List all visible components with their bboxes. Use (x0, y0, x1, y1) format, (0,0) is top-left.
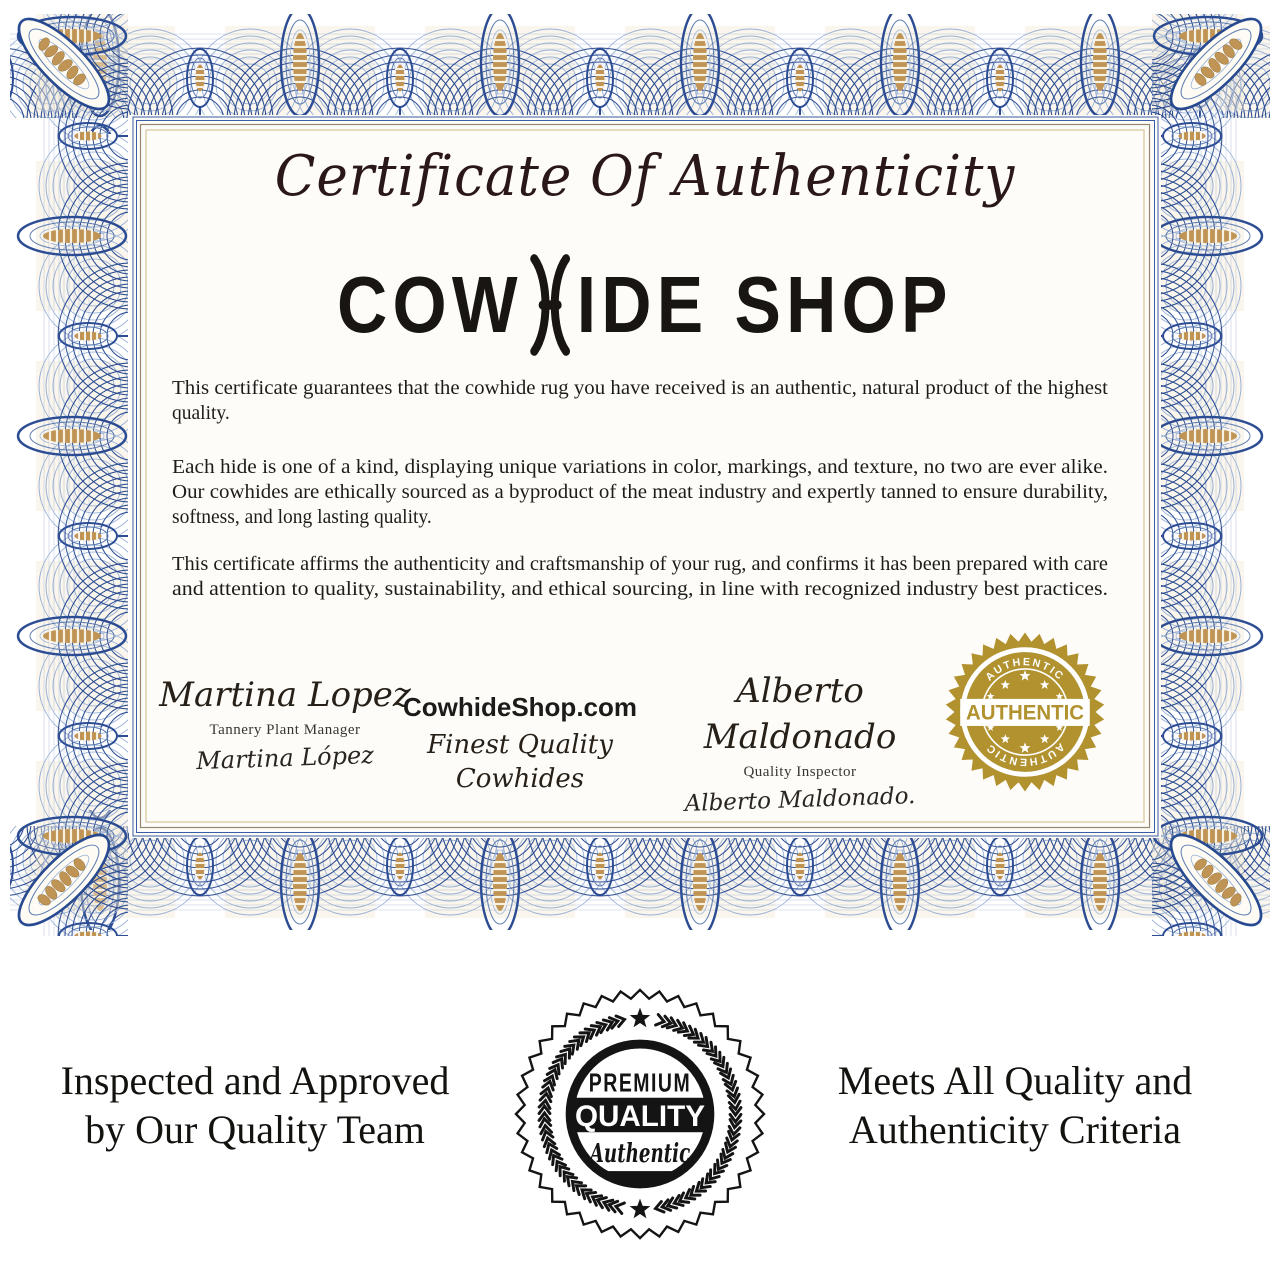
signatory-name: Martina Lopez (159, 675, 411, 715)
website-label: CowhideShop.com (403, 692, 637, 722)
footer-left-note (25, 1056, 485, 1154)
border-band-left (10, 14, 130, 936)
brand-text-cow: COW (337, 260, 523, 349)
signatory-role: Quality Inspector (743, 764, 857, 780)
certificate-title: Certificate Of Authenticity (274, 144, 1016, 209)
cowhide-h-icon (525, 252, 575, 358)
paragraph-line: This certificate guarantees that the cowhide rug you have received is an authentic, natural product of the highest (172, 378, 1108, 399)
badge-premium-text: PREMIUM (588, 1069, 692, 1098)
note-line: Inspected and Approved (60, 1058, 450, 1103)
brand-text-shop: SHOP (734, 260, 953, 349)
paragraph-line: This certificate affirms the authenticity and craftsmanship of your rug, and confirms it has been prepared with care (172, 554, 1109, 575)
note-line: by Our Quality Team (85, 1107, 425, 1152)
brand-logo (140, 252, 1150, 358)
badge-quality-text: QUALITY (575, 1099, 706, 1133)
badge-authentic-text: Authentic (587, 1138, 691, 1170)
paragraph-2 (172, 455, 1108, 530)
paragraph-1 (172, 376, 1108, 426)
signature-handwriting: Alberto Maldonado. (684, 782, 916, 818)
paragraph-line: quality. (172, 403, 230, 424)
authentic-seal-icon (943, 630, 1107, 794)
border-band-right (1150, 14, 1270, 936)
seal-band-text: AUTHENTIC (965, 700, 1085, 725)
signatory-left (150, 672, 420, 776)
note-line: Meets All Quality and (837, 1058, 1193, 1103)
seal-arc-text-top: AUTHENTIC (983, 656, 1067, 684)
signature-handwriting: Martina López (195, 740, 375, 776)
certificate-body (172, 376, 1108, 602)
signatory-right (645, 668, 955, 818)
seal-arc-text-bottom: AUTHENTIC (983, 740, 1067, 768)
paragraph-line: Each hide is one of a kind, displaying unique variations in color, markings, and texture, no two are ever alike. (172, 457, 1109, 478)
paragraph-3 (172, 552, 1108, 602)
signatory-name: Alberto Maldonado (703, 671, 897, 757)
paragraph-line: softness, and long lasting quality. (172, 507, 432, 528)
footer-right-note (785, 1056, 1245, 1154)
note-line: Authenticity Criteria (848, 1107, 1182, 1152)
premium-quality-badge-icon (512, 986, 768, 1242)
brand-attribution (385, 692, 655, 796)
brand-tagline: Finest Quality Cowhides (427, 730, 613, 794)
paragraph-line: Our cowhides are ethically sourced as a byproduct of the meat industry and expertly tanned to ensure durability, (172, 482, 1109, 503)
paragraph-line: and attention to quality, sustainability, and ethical sourcing, in line with recognized industry best practices. (172, 579, 1109, 600)
signatory-role: Tannery Plant Manager (209, 722, 361, 738)
brand-text-ide: IDE (576, 260, 709, 349)
